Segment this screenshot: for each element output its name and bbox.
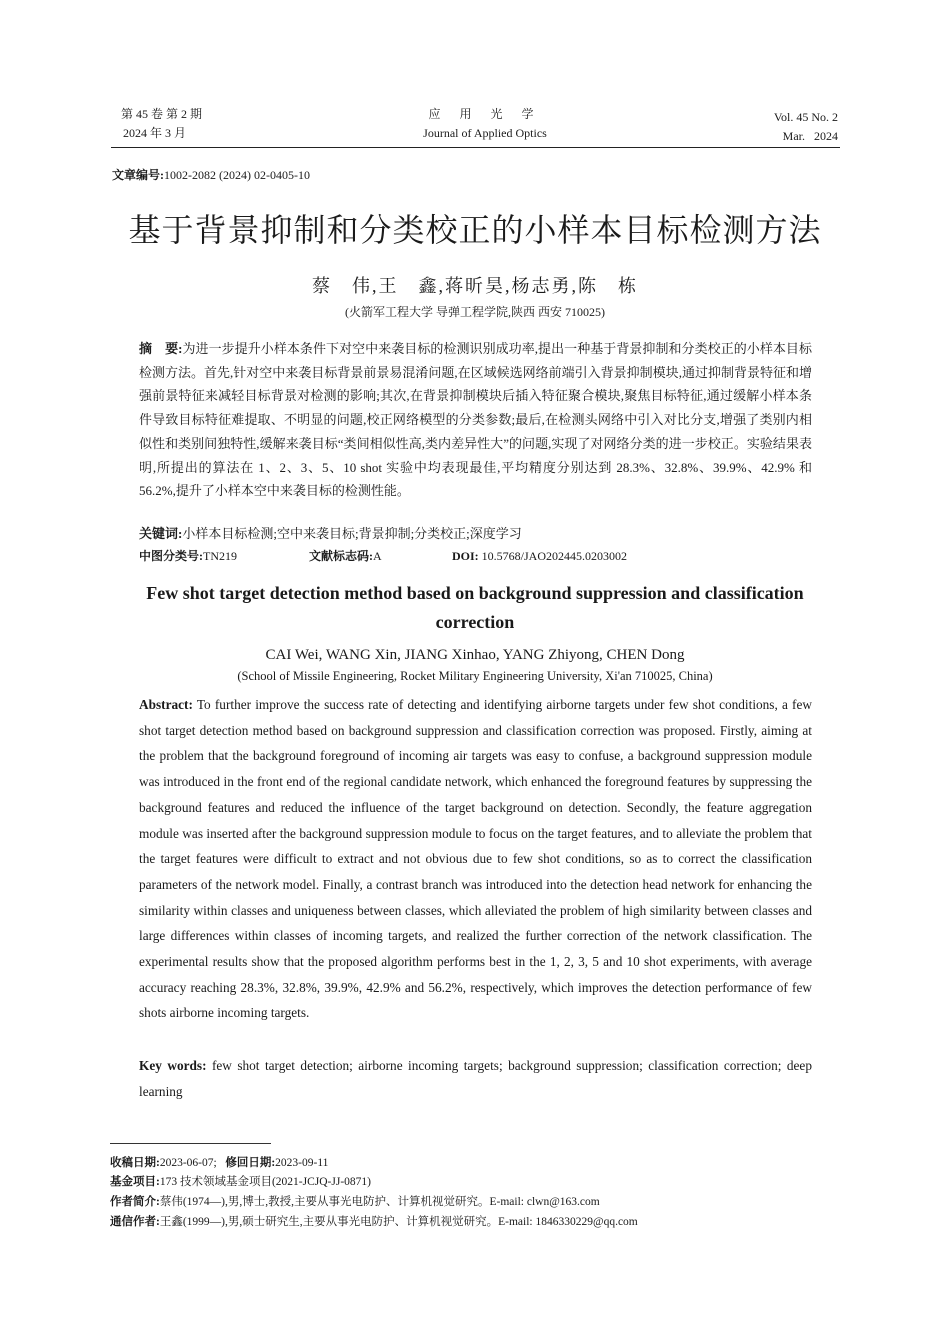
fund-label: 基金项目: bbox=[110, 1176, 160, 1188]
keywords-en bbox=[139, 1053, 812, 1105]
revised-label: 修回日期: bbox=[225, 1157, 276, 1169]
author-bio-label: 作者简介: bbox=[110, 1196, 160, 1208]
article-number bbox=[112, 166, 310, 183]
authors-cn: 蔡 伟,王 鑫,蒋昕昊,杨志勇,陈 栋 bbox=[312, 276, 638, 296]
header-divider bbox=[111, 147, 840, 148]
doi-value: 10.5768/JAO202445.0203002 bbox=[481, 549, 628, 563]
abstract-cn bbox=[139, 337, 812, 503]
footnote-author bbox=[110, 1193, 600, 1212]
abstract-en-label: Abstract: bbox=[139, 697, 193, 712]
abstract-cn-text: 为进一步提升小样本条件下对空中来袭目标的检测识别成功率,提出一种基于背景抑制和分类校正的小样本目标检测方法。首先,针对空中来袭目标背景前景易混淆问题,在区域候选网络前端引入背景抑制模块,通过抑制背景特征和增强前景特征来减轻目标背景对检测的影响;其次,在背景抑制模块后插入特征聚合模块,聚焦目标特征,通过缓解小样本条件导致目标特征难提取、不明显的问题,校正网络模型的分类参数;最后,在检测头网络中引入对比分支,增强了类别内相似性和类别间独特性,缓解来袭目标“类间相似性高,类内差异性大”的问题,实现了对网络分类的进一步校正。实验结果表明,所提出的算法在 1、2、3、5、10 shot 实验中均表现最佳,平均精度分别达到 28.3%、32.8%、39.9%、42.9% 和 56.2%,提升了小样本空中来袭目标的检测性能。 bbox=[139, 341, 812, 499]
author-bio-value: 蔡伟(1974—),男,博士,教授,主要从事光电防护、计算机视觉研究。E-mail: clwn@163.com bbox=[159, 1196, 600, 1208]
affiliation-cn: (火箭军工程大学 导弹工程学院,陕西 西安 710025) bbox=[345, 305, 605, 319]
doc-code-value: A bbox=[373, 549, 382, 563]
abstract-en bbox=[139, 692, 812, 1026]
received-label: 收稿日期: bbox=[110, 1157, 160, 1169]
corresponding-value: 王鑫(1999—),男,硕士研究生,主要从事光电防护、计算机视觉研究。E-mail: 1846330229@qq.com bbox=[159, 1216, 638, 1228]
footnote-corresponding bbox=[110, 1213, 638, 1232]
classification-line bbox=[139, 547, 627, 564]
article-number-label: 文章编号: bbox=[112, 168, 164, 182]
journal-name bbox=[385, 105, 585, 143]
journal-name-cn: 应 用 光 学 bbox=[428, 107, 542, 121]
footnote-fund bbox=[110, 1173, 371, 1192]
clc-number bbox=[139, 547, 309, 564]
affiliation-en: (School of Missile Engineering, Rocket Military Engineering University, Xi'an 710025, China) bbox=[237, 669, 713, 683]
issue-date-text: 2024 年 3 月 bbox=[123, 126, 187, 140]
footnote-divider bbox=[110, 1143, 271, 1144]
doi bbox=[452, 549, 627, 564]
footnote-dates bbox=[110, 1154, 328, 1173]
abstract-cn-label: 摘 要: bbox=[139, 341, 183, 356]
paper-title-cn: 基于背景抑制和分类校正的小样本目标检测方法 bbox=[128, 212, 822, 248]
keywords-cn bbox=[139, 523, 812, 542]
authors-en: CAI Wei, WANG Xin, JIANG Xinhao, YANG Zhiyong, CHEN Dong bbox=[265, 647, 685, 663]
received-value: 2023-06-07; bbox=[159, 1157, 217, 1169]
keywords-cn-label: 关键词: bbox=[139, 526, 183, 541]
clc-value: TN219 bbox=[203, 549, 237, 563]
doc-code-label: 文献标志码: bbox=[309, 549, 373, 563]
fund-value: 173 技术领域基金项目(2021-JCJQ-JJ-0871) bbox=[159, 1176, 371, 1188]
doi-label: DOI: bbox=[452, 549, 479, 563]
journal-volume-issue bbox=[121, 105, 202, 143]
keywords-cn-text: 小样本目标检测;空中来袭目标;背景抑制;分类校正;深度学习 bbox=[182, 526, 522, 541]
document-code bbox=[309, 547, 452, 564]
article-number-value: 1002-2082 (2024) 02-0405-10 bbox=[164, 168, 310, 182]
clc-label: 中图分类号: bbox=[139, 549, 203, 563]
paper-title-en: Few shot target detection method based on background suppression and classification correction bbox=[146, 583, 804, 632]
abstract-en-text: To further improve the success rate of detecting and identifying airborne targets under few shot conditions, a few shot target detection method based on background suppression and classification correction was proposed. Firstly, aiming at the problem that the background foreground of incoming air targets was easy to confuse, a background suppression module was introduced in the front end of the regional candidate network, which enhanced the foreground features by suppressing the background features and reduced the influence of the target background on detection. Secondly, the feature aggregation module was inserted after the background suppression module to focus on the target features, and to alleviate the problem that the target features were difficult to extract and not obvious due to few shot conditions, so as to correct the classification parameters of the network model. Finally, a contrast branch was introduced into the detection head network for enhancing the similarity within classes and uniqueness between classes, which alleviated the problem of high similarity between classes and large differences within classes of incoming targets, and realized the further correction of the network classification. The experimental results show that the proposed algorithm performs best in the 1, 2, 3, 5 and 10 shot experiments, with average accuracy reaching 28.3%, 32.8%, 39.9%, 42.9% and 56.2%, respectively, which improves the detection performance of few shots airborne incoming targets. bbox=[139, 697, 812, 1021]
volume-issue-text: 第 45 卷 第 2 期 bbox=[121, 107, 203, 121]
journal-name-en: Journal of Applied Optics bbox=[423, 126, 547, 140]
keywords-en-label: Key words: bbox=[139, 1058, 207, 1073]
revised-value: 2023-09-11 bbox=[275, 1157, 329, 1169]
corresponding-label: 通信作者: bbox=[110, 1216, 160, 1228]
date-en-text: Mar. 2024 bbox=[782, 129, 838, 143]
journal-volume-en bbox=[718, 108, 838, 146]
keywords-en-text: few shot target detection; airborne incoming targets; background suppression; classification correction; deep learning bbox=[139, 1058, 812, 1099]
volume-en-text: Vol. 45 No. 2 bbox=[773, 110, 838, 124]
